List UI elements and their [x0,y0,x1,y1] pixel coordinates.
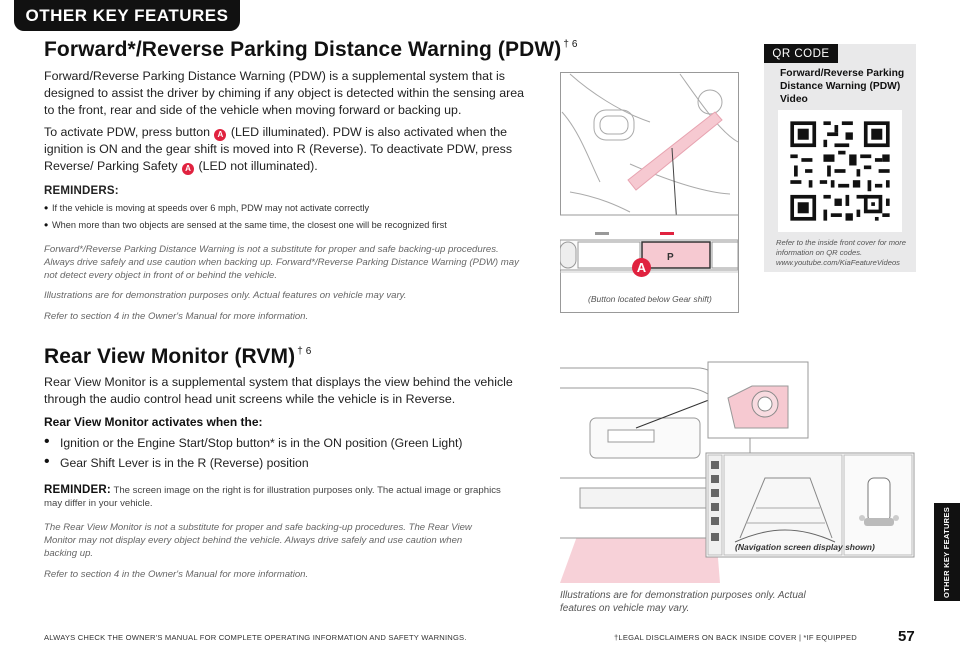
reminder-item: • When more than two objects are sensed at the same time, the closest one will be recognized first [44,220,447,230]
pdw-figure-caption: (Button located below Gear shift) [588,294,712,304]
rvm-reminder: REMINDER: The screen image on the right is for illustration purposes only. The actual image or graphics may differ in your vehicle. [44,484,501,509]
pdw-disclaimer: Forward*/Reverse Parking Distance Warning is not a substitute for proper and safe backing-up procedures. Always drive safely and use caution when backing up. Forward*/Reverse Parking Distance Warning (PDW) may not detect every object in front of or behind the vehicle. [44,244,519,281]
page-number: 57 [898,628,915,645]
nav-screen-caption: (Navigation screen display shown) [735,542,875,552]
pdw-title: Forward*/Reverse Parking Distance Warning (PDW) $^{\dagger 6}$ [44,38,578,61]
qr-code-icon [778,110,902,232]
rvm-intro: Rear View Monitor is a supplemental system that displays the view behind the vehicle through the audio control head unit screens while the vehicle is in Reverse. [44,375,513,406]
reminders-title: REMINDERS: [44,185,119,197]
side-section-tab: OTHER KEY FEATURES [934,503,960,601]
qr-title: Forward/Reverse Parking Distance Warning (PDW) Video [780,68,905,105]
footer-safety-warning: ALWAYS CHECK THE OWNER'S MANUAL FOR COMPLETE OPERATING INFORMATION AND SAFETY WARNINGS. [44,633,467,642]
section-tab: OTHER KEY FEATURES [14,0,240,31]
pdw-button-label: P [667,252,674,263]
rvm-disclaimer: The Rear View Monitor is not a substitute for proper and safe backing-up procedures. The Rear View Monitor may not display every object behind the vehicle. Always drive safely and use caution when backing up. [44,522,472,559]
reminder-item: • If the vehicle is moving at speeds over 6 mph, PDW may not activate correctly [44,203,369,213]
pdw-owners-manual-ref: Refer to section 4 in the Owner's Manual for more information. [44,311,309,322]
pdw-illustration-note: Illustrations are for demonstration purposes only. Actual features on vehicle may vary. [44,290,407,301]
pdw-activate-text: To activate PDW, press button A (LED illuminated). PDW is also activated when the ignition is ON and the gear shift is moved into R (Reverse). To deactivate PDW, press Reverse/ Parking Safety A (LED not illuminated). [44,125,513,173]
callout-a-marker: A [632,258,651,277]
qr-note: Refer to the inside front cover for more information on QR codes. www.youtube.com/KiaFeatureVideos [776,238,906,267]
pdw-intro: Forward/Reverse Parking Distance Warning (PDW) is a supplemental system that is designed to assist the driver by chiming if any object is detected within the sensing area to the front, rear and side of the vehicle when moving forward or backing up. [44,69,525,117]
rvm-activate-item: • Gear Shift Lever is in the R (Reverse) position [44,456,309,470]
footer-legal: †LEGAL DISCLAIMERS ON BACK INSIDE COVER | *IF EQUIPPED [614,633,857,642]
callout-a-badge: A [182,163,194,175]
rvm-illustration-note: Illustrations are for demonstration purposes only. Actual features on vehicle may vary. [560,590,806,614]
pdw-button-illustration [560,72,740,314]
qr-tag: QR CODE [764,44,838,63]
callout-a-badge: A [214,129,226,141]
rvm-title: Rear View Monitor (RVM) $^{\dagger 6}$ [44,345,312,368]
rvm-activate-item: • Ignition or the Engine Start/Stop button* is in the ON position (Green Light) [44,436,462,450]
rvm-owners-manual-ref: Refer to section 4 in the Owner's Manual for more information. [44,569,309,580]
qr-code-box[interactable] [778,110,902,232]
rvm-activates-title: Rear View Monitor activates when the: [44,415,263,429]
